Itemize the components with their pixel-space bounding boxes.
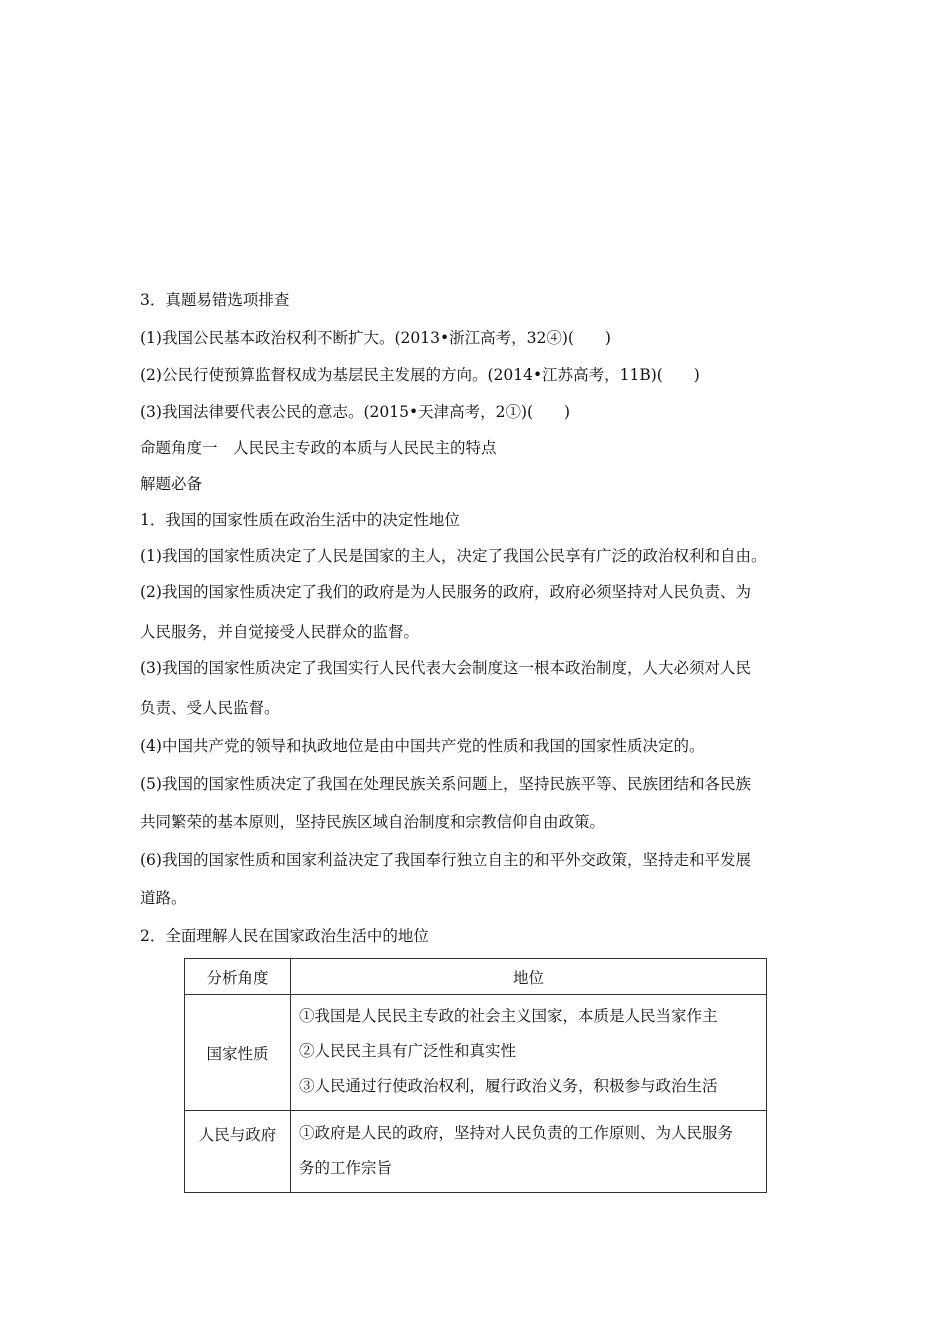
true-false-item-2: (2)公民行使预算监督权成为基层民主发展的方向。(2014•江苏高考，11B)( )	[140, 366, 700, 384]
true-false-item-3: (3)我国法律要代表公民的意志。(2015•天津高考，2①)( )	[140, 403, 571, 421]
point-1-heading: 1．我国的国家性质在政治生活中的决定性地位	[140, 511, 460, 529]
point-1-line: (4)中国共产党的领导和执政地位是由中国共产党的性质和我国的国家性质决定的。	[140, 737, 705, 755]
row-content-line: 务的工作宗旨	[299, 1158, 393, 1177]
point-1-line: (5)我国的国家性质决定了我国在处理民族关系问题上，坚持民族平等、民族团结和各民族	[140, 775, 751, 793]
row-content-line: ①政府是人民的政府，坚持对人民负责的工作原则、为人民服务	[299, 1123, 734, 1142]
row-content-line: ②人民民主具有广泛性和真实性	[299, 1042, 517, 1060]
row-label: 人民与政府	[185, 1111, 291, 1193]
solving-essentials-label: 解题必备	[140, 475, 203, 493]
table-header-row	[185, 959, 767, 995]
header-analysis-angle: 分析角度	[185, 959, 291, 995]
point-1-line: 负责、受人民监督。	[140, 699, 280, 717]
proposition-angle-title: 命题角度一 人民民主专政的本质与人民民主的特点	[140, 439, 497, 457]
point-1-line: (2)我国的国家性质决定了我们的政府是为人民服务的政府，政府必须坚持对人民负责、为	[140, 583, 751, 601]
row-content-line: ③人民通过行使政治权利，履行政治义务，积极参与政治生活	[299, 1077, 718, 1095]
point-1-line: 道路。	[140, 889, 187, 907]
row-content	[291, 1111, 767, 1193]
header-status: 地位	[291, 959, 767, 995]
section-3-heading: 3．真题易错选项排查	[140, 291, 290, 309]
point-1-line: (1)我国的国家性质决定了人民是国家的主人，决定了我国公民享有广泛的政治权利和自由。	[140, 547, 767, 565]
table-row	[185, 995, 767, 1111]
true-false-item-1: (1)我国公民基本政治权利不断扩大。(2013•浙江高考，32④)( )	[140, 329, 611, 347]
point-1-line: 人民服务，并自觉接受人民群众的监督。	[140, 623, 420, 641]
point-1-line: 共同繁荣的基本原则，坚持民族区域自治制度和宗教信仰自由政策。	[140, 813, 606, 831]
row-content-line: ①我国是人民民主专政的社会主义国家，本质是人民当家作主	[299, 1007, 718, 1025]
point-1-line: (6)我国的国家性质和国家利益决定了我国奉行独立自主的和平外交政策，坚持走和平发展	[140, 851, 751, 869]
people-status-table	[184, 958, 767, 1193]
row-content	[291, 995, 767, 1111]
table-row	[185, 1111, 767, 1193]
point-2-heading: 2．全面理解人民在国家政治生活中的地位	[140, 927, 429, 945]
row-label: 国家性质	[185, 995, 291, 1111]
point-1-line: (3)我国的国家性质决定了我国实行人民代表大会制度这一根本政治制度，人大必须对人民	[140, 659, 751, 677]
